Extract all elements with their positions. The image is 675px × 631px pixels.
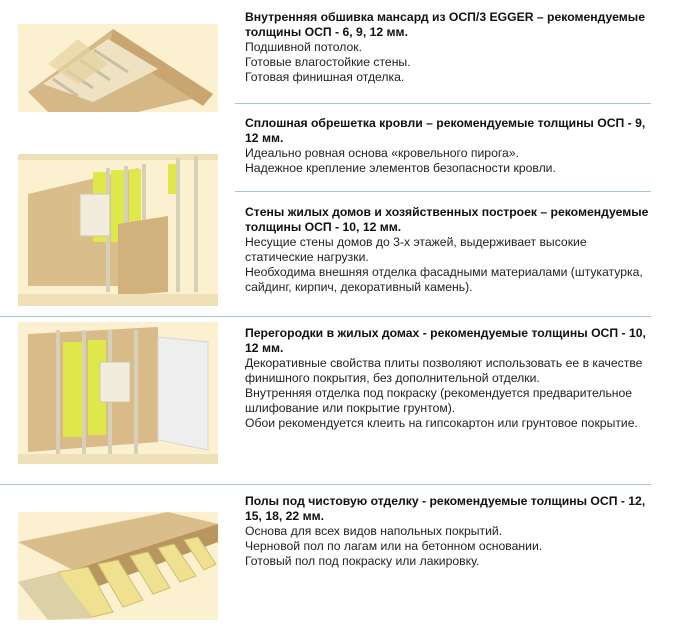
floor-illustration <box>18 512 218 620</box>
divider <box>0 484 651 485</box>
wall-frame-illustration <box>18 154 218 306</box>
item-line: Подшивной потолок. <box>245 40 362 54</box>
item-title: Сплошная обрешетка кровли – рекомендуемые толщины ОСП - 9, 12 мм. <box>245 116 646 145</box>
item-wall-text <box>245 205 655 295</box>
item-line: Декоративные свойства плиты позволяют использовать ее в качестве финишного покрытия, без дополнительной отделки. <box>245 356 643 385</box>
item-line: Черновой пол по лагам или на бетонном основании. <box>245 539 543 553</box>
item-line: Внутренняя отделка под покраску (рекомендуется предварительное шлифование или покрытие грунтом). <box>245 386 633 415</box>
item-title: Внутренняя обшивка мансард из ОСП/3 EGGER – рекомендуемые толщины ОСП - 6, 9, 12 мм. <box>245 10 645 39</box>
partition-illustration <box>18 322 218 464</box>
item-partition-text <box>245 326 655 431</box>
item-line: Обои рекомендуется клеить на гипсокартон или грунтовое покрытие. <box>245 416 638 430</box>
item-roof-text <box>245 116 655 176</box>
item-line: Надежное крепление элементов безопасности кровли. <box>245 161 556 175</box>
divider <box>235 191 651 192</box>
divider <box>0 316 651 317</box>
item-floor-text <box>245 494 655 569</box>
item-line: Готовая финишная отделка. <box>245 70 405 84</box>
divider <box>235 103 651 104</box>
item-line: Основа для всех видов напольных покрытий. <box>245 524 503 538</box>
item-title: Стены жилых домов и хозяйственных построек – рекомендуемые толщины ОСП - 10, 12 мм. <box>245 205 649 234</box>
item-line: Необходима внешняя отделка фасадными материалами (штукатурка, сайдинг, кирпич, декоративный камень). <box>245 265 643 294</box>
item-attic-text <box>245 10 655 85</box>
item-line: Идеально ровная основа «кровельного пирога». <box>245 146 519 160</box>
item-line: Готовые влагостойкие стены. <box>245 55 411 69</box>
item-line: Готовый пол под покраску или лакировку. <box>245 554 480 568</box>
item-title: Перегородки в жилых домах - рекомендуемые толщины ОСП - 10, 12 мм. <box>245 326 646 355</box>
attic-illustration <box>18 24 218 112</box>
item-title: Полы под чистовую отделку - рекомендуемые толщины ОСП - 12, 15, 18, 22 мм. <box>245 494 646 523</box>
item-line: Несущие стены домов до 3-х этажей, выдерживает высокие статические нагрузки. <box>245 235 587 264</box>
